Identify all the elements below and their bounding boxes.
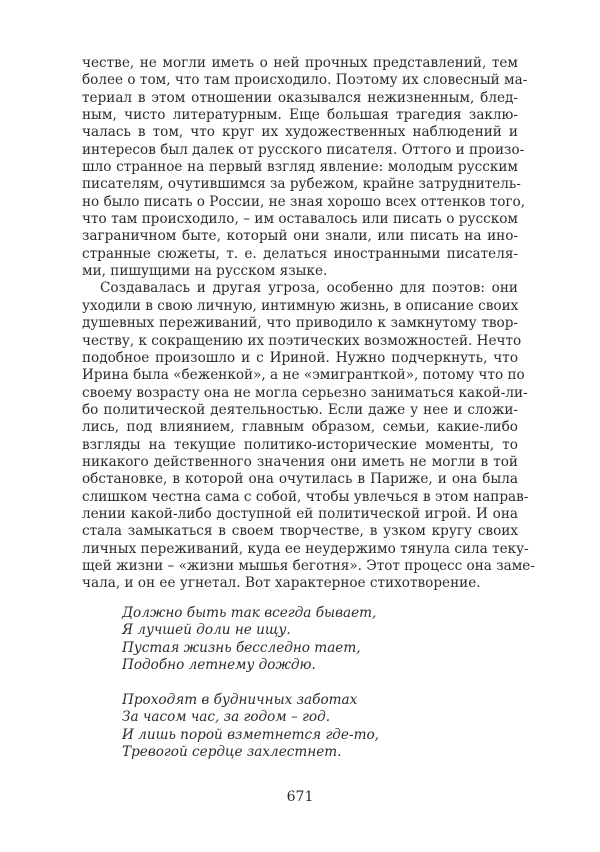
poem-stanza-1 (122, 605, 442, 674)
text-line: подобное произошло и с Ириной. Нужно подчеркнуть, что (82, 349, 518, 366)
text-line: интересов был далек от русского писателя. Оттого и произо- (82, 141, 525, 158)
text-line: более о том, что там происходило. Поэтому их словесный ма- (82, 72, 528, 89)
text-line: честве, не могли иметь о ней прочных представлений, тем (82, 55, 518, 71)
text-line: писателям, очутившимся за рубежом, крайне затруднитель- (82, 176, 521, 193)
text-line: честву, к сокращению их поэтических возможностей. Нечто (82, 332, 522, 349)
text-line: что там происходило, – им оставалось или писать о русском (82, 211, 518, 228)
text-line: никакого действенного значения они иметь не могли в той (82, 453, 518, 470)
poem-line: Должно быть так всегда бывает, (122, 605, 377, 621)
text-line: заграничном быте, который они знали, или писать на ино- (82, 228, 518, 245)
text-line: обстановке, в которой она очутилась в Париже, и она была (82, 471, 518, 488)
poem-stanza-2 (122, 692, 442, 761)
paragraph-1 (82, 55, 528, 280)
poem-line: Подобно летнему дождю. (122, 656, 316, 673)
poem-line: И лишь порой взметнется где-то, (122, 726, 379, 743)
poem-line: Тревогой сердце захлестнет. (122, 743, 342, 760)
text-line: Ирина была «беженкой», а не «эмигранткой», потому что по (82, 367, 525, 384)
poem-line: Я лучшей доли не ищу. (122, 622, 291, 639)
text-line: ным, чисто литературным. Еще большая трагедия заклю- (82, 107, 518, 124)
text-line: душевных переживаний, что приводило к замкнутому твор- (82, 315, 518, 332)
body-text (82, 55, 535, 593)
text-line: Создавалась и другая угроза, особенно для поэтов: они (100, 280, 518, 297)
text-line: стала замыкаться в своем творчестве, в узком кругу своих (82, 523, 518, 540)
poem-line: Пустая жизнь бесследно тает, (122, 639, 361, 656)
paragraph-2 (82, 280, 535, 592)
text-line: лись, под влиянием, главным образом, семьи, какие-либо (82, 419, 518, 436)
text-line: своему возрасту она не могла серьезно заниматься какой-ли- (82, 384, 528, 401)
poem-line: Проходят в будничных заботах (122, 692, 358, 708)
text-line: бо политической деятельностью. Если даже у нее и сложи- (82, 401, 518, 418)
text-line: взгляды на текущие политико-исторические моменты, то (82, 436, 518, 453)
text-line: ми, пишущими на русском языке. (82, 263, 328, 280)
text-line: лении какой-либо доступной ей политической игрой. И она (82, 505, 518, 522)
poem-line: За часом час, за годом – год. (122, 709, 331, 726)
text-line: уходили в свою личную, интимную жизнь, в описание своих (82, 297, 519, 314)
text-line: но было писать о России, не зная хорошо всех оттенков того, (82, 193, 526, 210)
text-line: шло странное на первый взгляд явление: молодым русским (82, 159, 518, 176)
text-line: щей жизни – «жизни мышья беготня». Этот процесс она заме- (82, 557, 535, 574)
text-line: личных переживаний, куда ее неудержимо тянула сила теку- (82, 540, 529, 557)
text-line: чалась в том, что круг их художественных наблюдений и (82, 124, 518, 141)
page-number: 671 (286, 789, 314, 805)
text-line: териал в этом отношении оказывался нежизненным, блед- (82, 89, 518, 106)
text-line: слишком честна сама с собой, чтобы увлечься в этом направ- (82, 488, 529, 505)
text-line: странные сюжеты, т. е. делаться иностранными писателя- (82, 245, 518, 262)
text-line: чала, и он ее угнетал. Вот характерное стихотворение. (82, 575, 481, 592)
